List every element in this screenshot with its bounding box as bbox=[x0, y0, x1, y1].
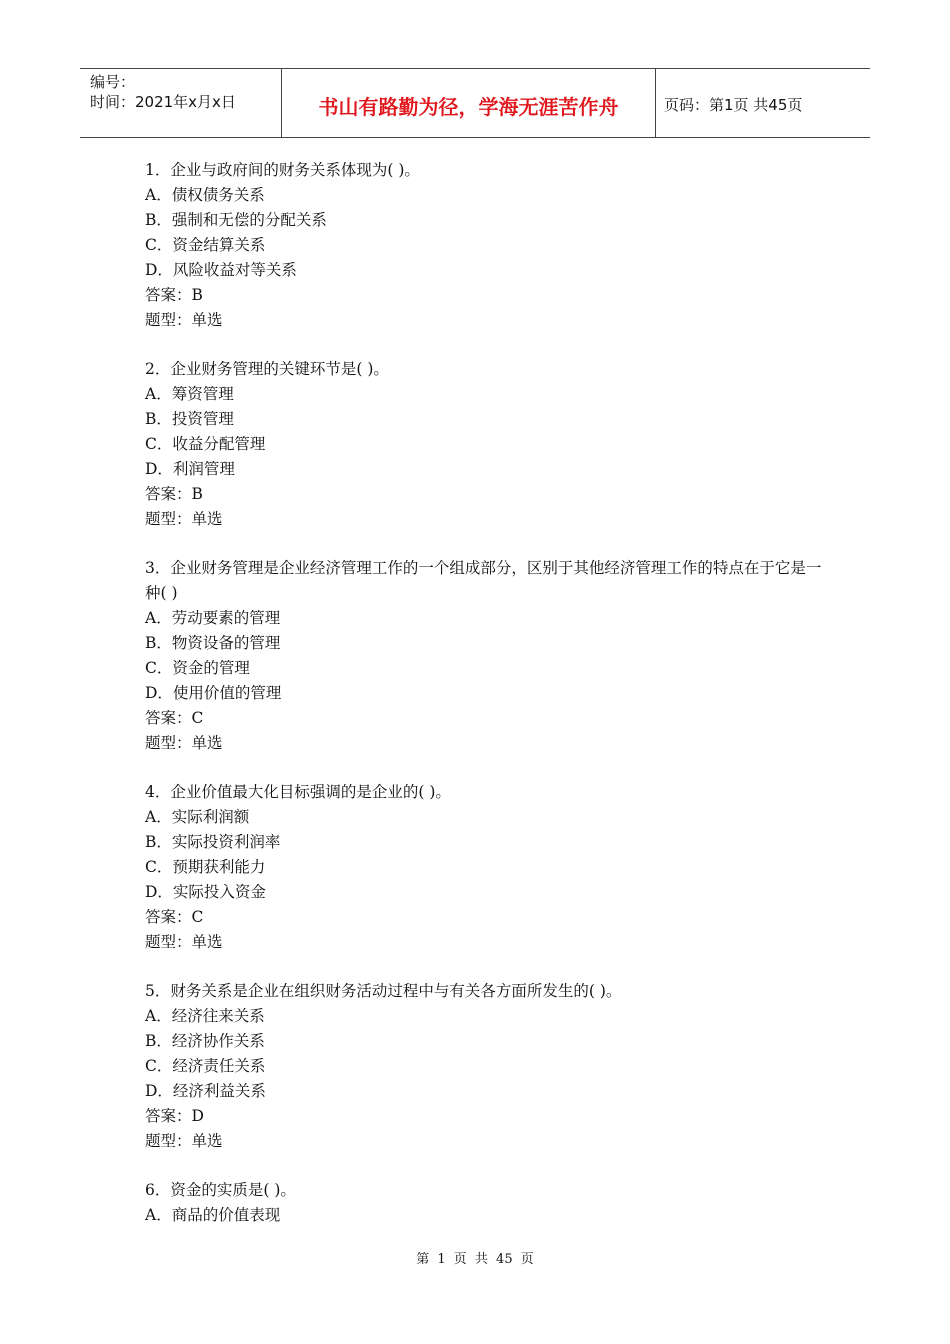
header-motto-cell bbox=[281, 69, 656, 137]
option-a: A．债权债务关系 bbox=[145, 186, 265, 204]
question-stem: 3．企业财务管理是企业经济管理工作的一个组成部分，区别于其他经济管理工作的特点在于它是一种( ) bbox=[145, 559, 822, 602]
option-c: C．预期获利能力 bbox=[145, 858, 266, 876]
question-type-line: 题型：单选 bbox=[145, 933, 223, 951]
option-a: A．筹资管理 bbox=[145, 385, 234, 403]
option-d: D．风险收益对等关系 bbox=[145, 261, 297, 279]
question-stem: 5．财务关系是企业在组织财务活动过程中与有关各方面所发生的( )。 bbox=[145, 982, 622, 1000]
option-d: D．实际投入资金 bbox=[145, 883, 266, 901]
question-3 bbox=[145, 556, 825, 756]
option-b: B．实际投资利润率 bbox=[145, 833, 281, 851]
option-d: D．利润管理 bbox=[145, 460, 235, 478]
option-a: A．商品的价值表现 bbox=[145, 1206, 281, 1224]
option-c: C．经济责任关系 bbox=[145, 1057, 266, 1075]
question-5 bbox=[145, 979, 825, 1154]
option-a: A．实际利润额 bbox=[145, 808, 250, 826]
document-number-label: 编号： bbox=[90, 73, 136, 91]
document-date-label: 时间：2021年x月x日 bbox=[90, 93, 236, 111]
option-d: D．使用价值的管理 bbox=[145, 684, 282, 702]
question-stem: 2．企业财务管理的关键环节是( )。 bbox=[145, 360, 389, 378]
header-meta-cell bbox=[80, 69, 281, 137]
question-type-line: 题型：单选 bbox=[145, 1132, 223, 1150]
question-1 bbox=[145, 158, 825, 333]
option-c: C．收益分配管理 bbox=[145, 435, 266, 453]
question-stem: 1．企业与政府间的财务关系体现为( )。 bbox=[145, 161, 420, 179]
question-6 bbox=[145, 1178, 825, 1228]
question-list bbox=[145, 158, 825, 1252]
question-stem: 6．资金的实质是( )。 bbox=[145, 1181, 296, 1199]
answer-line: 答案：C bbox=[145, 908, 204, 926]
option-b: B．经济协作关系 bbox=[145, 1032, 265, 1050]
question-stem: 4．企业价值最大化目标强调的是企业的( )。 bbox=[145, 783, 451, 801]
question-type-line: 题型：单选 bbox=[145, 734, 223, 752]
answer-line: 答案：B bbox=[145, 286, 203, 304]
question-type-line: 题型：单选 bbox=[145, 311, 223, 329]
question-2 bbox=[145, 357, 825, 532]
option-b: B．强制和无偿的分配关系 bbox=[145, 211, 327, 229]
question-type-line: 题型：单选 bbox=[145, 510, 223, 528]
header-motto: 书山有路勤为径，学海无涯苦作舟 bbox=[318, 95, 619, 119]
header-page-cell bbox=[655, 69, 870, 137]
question-4 bbox=[145, 780, 825, 955]
option-c: C．资金结算关系 bbox=[145, 236, 266, 254]
option-a: A．经济往来关系 bbox=[145, 1007, 265, 1025]
answer-line: 答案：C bbox=[145, 709, 204, 727]
page-header bbox=[80, 68, 870, 138]
option-a: A．劳动要素的管理 bbox=[145, 609, 281, 627]
page-footer: 第 1 页 共 45 页 bbox=[416, 1252, 534, 1267]
option-b: B．投资管理 bbox=[145, 410, 234, 428]
answer-line: 答案：B bbox=[145, 485, 203, 503]
answer-line: 答案：D bbox=[145, 1107, 204, 1125]
option-b: B．物资设备的管理 bbox=[145, 634, 281, 652]
option-d: D．经济利益关系 bbox=[145, 1082, 266, 1100]
header-page-info: 页码：第1页 共45页 bbox=[664, 96, 803, 114]
option-c: C．资金的管理 bbox=[145, 659, 250, 677]
